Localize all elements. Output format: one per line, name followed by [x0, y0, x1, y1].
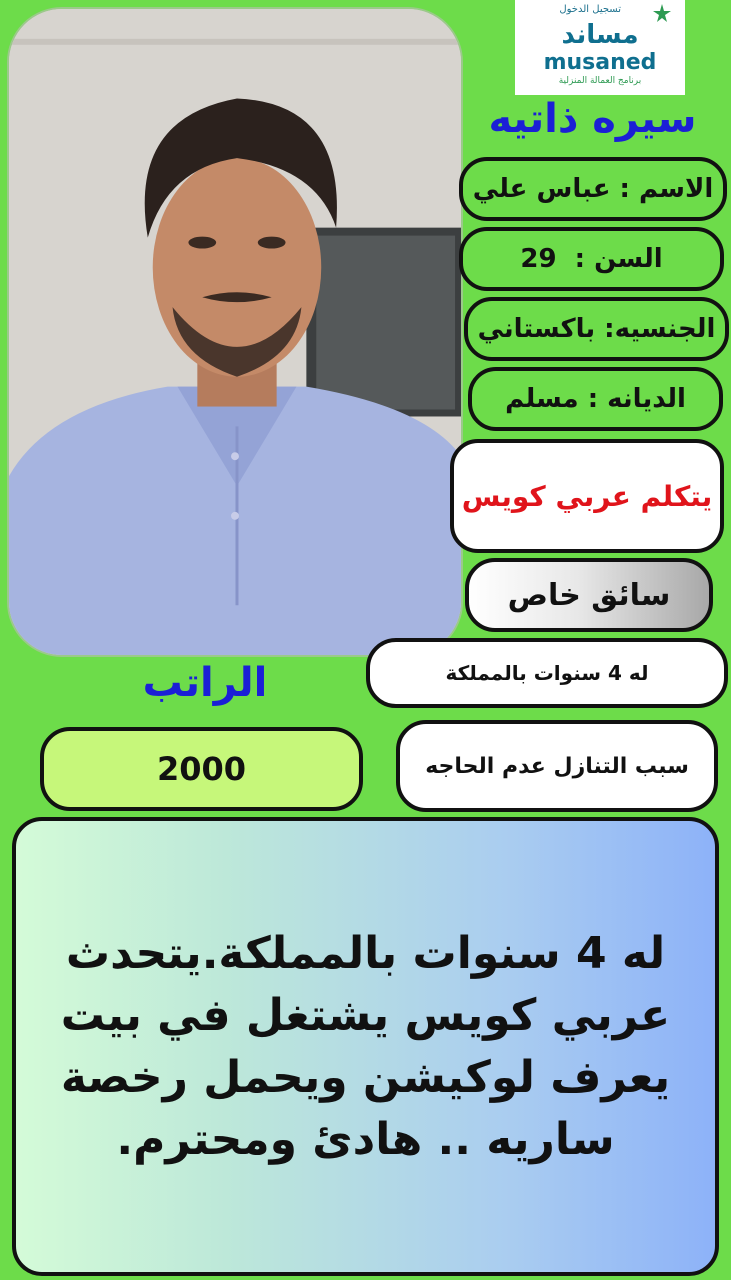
salary-label: الراتب: [142, 660, 268, 706]
age-field: [459, 227, 724, 291]
logo-arabic-name: مساند: [561, 20, 639, 50]
description-box: له 4 سنوات بالمملكة.يتحدث عربي كويس يشتغل في بيت يعرف لوكيشن ويحمل رخصة ساريه .. هادئ ومحترم.: [12, 817, 719, 1276]
years-in-kingdom-box: له 4 سنوات بالمملكة: [366, 638, 728, 708]
cv-title: سيره ذاتيه: [488, 96, 697, 142]
logo-english-name: musaned: [543, 50, 657, 75]
arabic-skill-box: يتكلم عربي كويس: [450, 439, 724, 553]
age-value: 29: [520, 244, 557, 274]
name-field: الاسم : عباس علي: [459, 157, 727, 221]
job-title-box: سائق خاص: [465, 558, 713, 632]
age-label: السن :: [574, 244, 663, 274]
nationality-field: الجنسيه: باكستاني: [464, 297, 729, 361]
register-label: تسجيل الدخول: [559, 4, 621, 15]
salary-value: 2000: [40, 727, 363, 811]
musaned-logo: [515, 0, 685, 95]
logo-tagline: برنامج العمالة المنزلية: [558, 76, 642, 86]
release-reason-box: سبب التنازل عدم الحاجه: [396, 720, 718, 812]
profile-photo: [7, 7, 463, 657]
religion-field: الديانه : مسلم: [468, 367, 723, 431]
